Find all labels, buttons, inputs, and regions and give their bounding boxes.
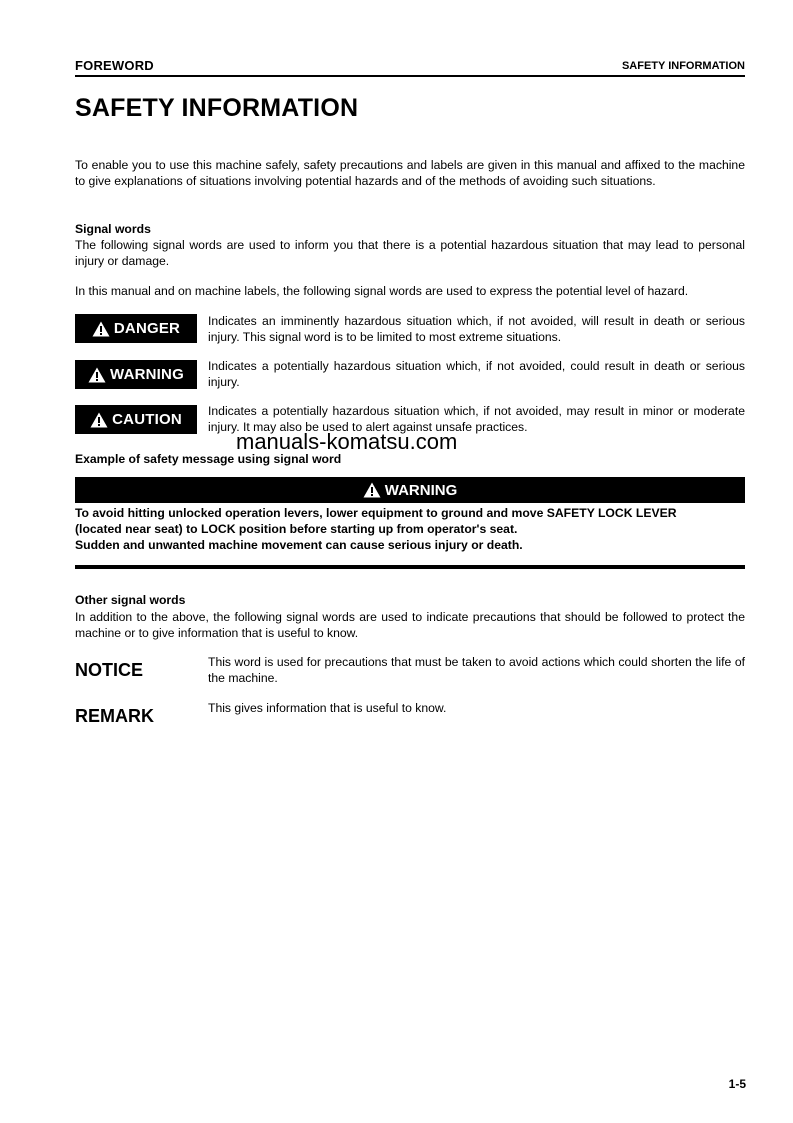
remark-description: This gives information that is useful to know. bbox=[208, 701, 447, 715]
header-chapter: SAFETY INFORMATION bbox=[621, 60, 745, 72]
warning-triangle-icon bbox=[92, 321, 110, 337]
signal-words-paragraph-1: The following signal words are used to inform you that there is a potential hazardous situation that may lead to personal injury or damage. bbox=[75, 238, 745, 269]
header-divider bbox=[75, 75, 745, 77]
example-line: To avoid hitting unlocked operation levers, lower equipment to ground and move SAFETY LOCK LEVER bbox=[75, 506, 677, 520]
warning-description: Indicates a potentially hazardous situation which, if not avoided, could result in death or serious injury. bbox=[208, 359, 745, 390]
remark-label: REMARK bbox=[75, 706, 154, 726]
caution-badge bbox=[75, 405, 197, 434]
warning-triangle-icon bbox=[363, 482, 381, 498]
example-warning-message bbox=[75, 505, 745, 554]
signal-words-heading: Signal words bbox=[75, 222, 151, 236]
example-heading: Example of safety message using signal word bbox=[75, 452, 342, 466]
notice-description: This word is used for precautions that must be taken to avoid actions which could shorten the life of the machine. bbox=[208, 655, 745, 686]
other-signal-words-heading: Other signal words bbox=[75, 593, 186, 607]
warning-badge bbox=[75, 360, 197, 389]
page-title: SAFETY INFORMATION bbox=[75, 94, 359, 122]
warning-label: WARNING bbox=[110, 366, 184, 383]
caution-description: Indicates a potentially hazardous situation which, if not avoided, may result in minor or moderate injury. It may also be used to alert against unsafe practices. bbox=[208, 404, 745, 435]
danger-badge bbox=[75, 314, 197, 343]
watermark: manuals-komatsu.com bbox=[236, 429, 458, 454]
warning-triangle-icon bbox=[88, 367, 106, 383]
notice-label: NOTICE bbox=[75, 660, 144, 680]
example-line: (located near seat) to LOCK position before starting up from operator's seat. bbox=[75, 522, 518, 537]
danger-label: DANGER bbox=[113, 320, 181, 337]
example-bottom-divider bbox=[75, 565, 745, 569]
example-warning-banner bbox=[75, 477, 745, 503]
example-line: Sudden and unwanted machine movement can cause serious injury or death. bbox=[75, 538, 523, 553]
other-signal-words-paragraph: In addition to the above, the following signal words are used to indicate precautions that should be followed to protect the machine or to give information that is useful to know. bbox=[75, 610, 745, 641]
example-warning-label: WARNING bbox=[384, 481, 458, 499]
intro-paragraph: To enable you to use this machine safely, safety precautions and labels are given in this manual and affixed to the machine to give explanations of situations involving potential hazards and of the methods of avoiding such situations. bbox=[75, 158, 745, 189]
warning-triangle-icon bbox=[90, 412, 108, 428]
danger-description: Indicates an imminently hazardous situation which, if not avoided, will result in death or serious injury. This signal word is to be limited to most extreme situations. bbox=[208, 314, 745, 345]
header-section: FOREWORD bbox=[75, 58, 154, 73]
caution-label: CAUTION bbox=[112, 411, 182, 428]
signal-words-paragraph-2: In this manual and on machine labels, the following signal words are used to express the potential level of hazard. bbox=[75, 284, 689, 298]
page-number: 1-5 bbox=[728, 1077, 746, 1091]
